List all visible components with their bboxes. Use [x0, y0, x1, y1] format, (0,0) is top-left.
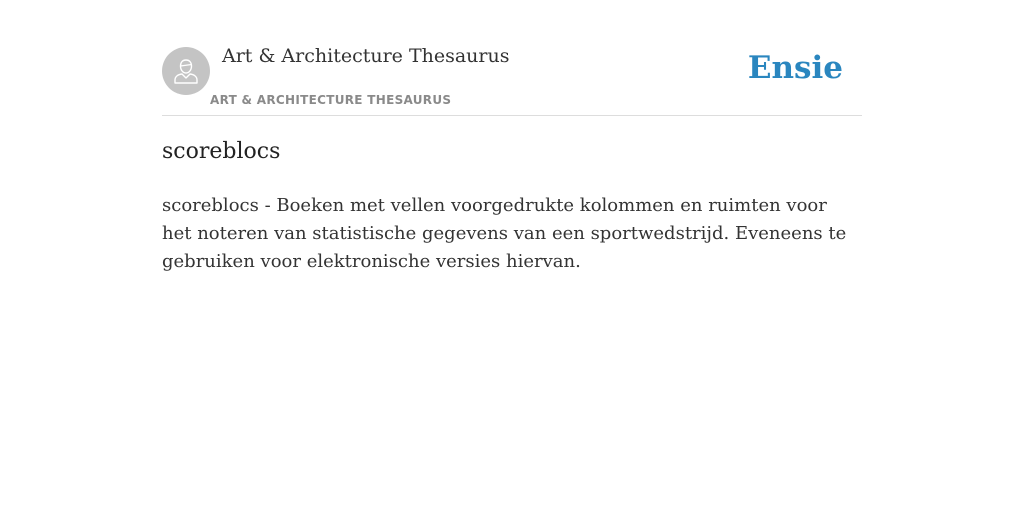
source-link[interactable]: ART & ARCHITECTURE THESAURUS: [210, 93, 452, 107]
author-name[interactable]: Art & Architecture Thesaurus: [222, 45, 510, 67]
brand-logo[interactable]: Ensie: [747, 50, 843, 86]
user-icon: [170, 55, 202, 87]
entry-definition: scoreblocs - Boeken met vellen voorgedrukte kolommen en ruimten voor het noteren van statistische gegevens van een sportwedstrijd. Eveneens te gebruiken voor elektronische versies hiervan.: [162, 195, 847, 272]
avatar[interactable]: [162, 47, 210, 95]
header: [162, 40, 862, 116]
entry-title: scoreblocs: [162, 139, 281, 164]
